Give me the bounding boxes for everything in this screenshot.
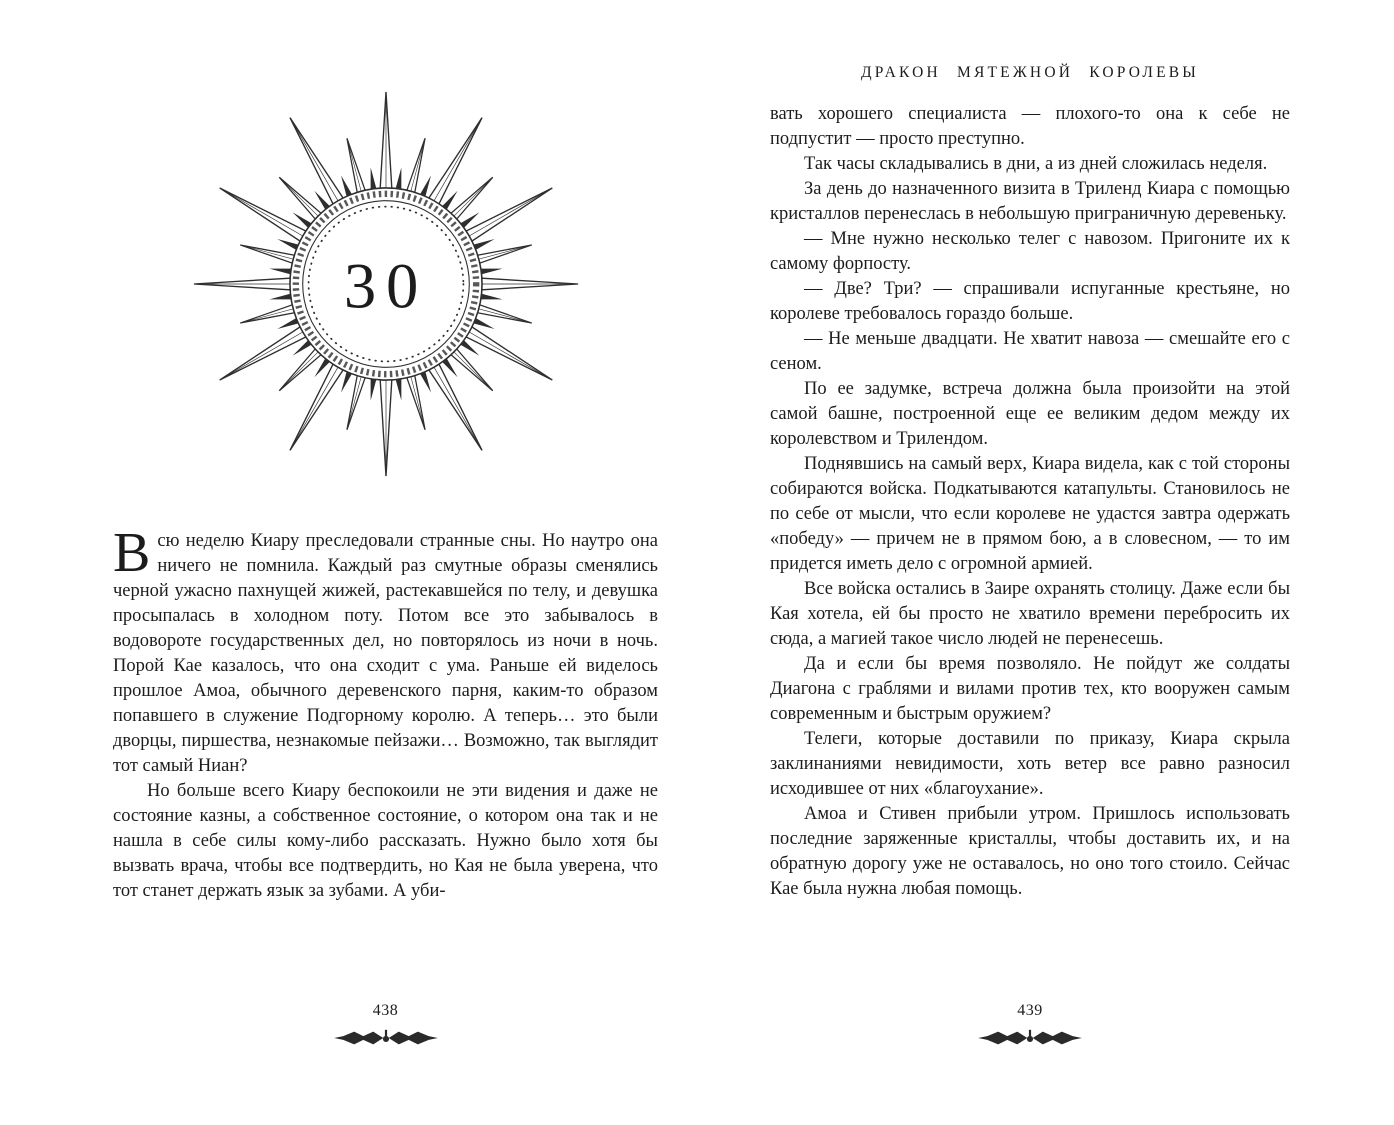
page-flourish-icon [974, 1028, 1086, 1048]
sunburst-icon [190, 84, 582, 484]
running-header: ДРАКОН МЯТЕЖНОЙ КОРОЛЕВЫ [860, 64, 1200, 81]
paragraph: Все войска остались в Заире охранять столицу. Даже если бы Кая хотела, ей бы просто не хватило времени перебросить их сюда, а магией такое число людей не перенесешь. [770, 579, 1290, 649]
paragraph: Так часы складывались в дни, а из дней сложилась неделя. [804, 154, 1268, 174]
page-number-left: 438 [372, 1002, 399, 1019]
paragraph: — Не меньше двадцати. Не хватит навоза — смешайте его с сеном. [770, 329, 1290, 374]
paragraph: — Мне нужно несколько телег с навозом. Пригоните их к самому форпосту. [770, 229, 1290, 274]
page-flourish-icon [330, 1028, 442, 1048]
paragraph-text: сю неделю Киару преследовали странные сны. Но наутро она ничего не помнила. Каждый раз смутные образы сменялись черной ужасно пахнущей жижей, растекавшейся по телу, и девушка просыпалась в холодном поту. Потом все это забывалось в водовороте государственных дел, но повторялось из ночи в ночь. Порой Кае казалось, что она сходит с ума. Раньше ей виделось прошлое Амоа, обычного деревенского парня, каким-то образом попавшего в служение Подгорному королю. А теперь… это были дворцы, пиршества, незнакомые пейзажи… Возможно, так выглядит тот самый Ниан? [113, 531, 658, 776]
paragraph: За день до назначенного визита в Триленд Киара с помощью кристаллов перенеслась в небольшую приграничную деревеньку. [770, 179, 1290, 224]
paragraph [113, 522, 658, 779]
paragraph: Поднявшись на самый верх, Киара видела, как с той стороны собираются войска. Подкатываются катапульты. Становилось не по себе от мысли, что если королеве не удастся завтра одержать «победу» — причем не в прямом бою, а в словесном, — то им придется иметь дело с огромной армией. [770, 454, 1290, 574]
paragraph: По ее задумке, встреча должна была произойти на этой самой башне, построенной еще ее великим дедом между их королевством и Трилендом. [770, 379, 1290, 449]
left-page-body [113, 522, 658, 904]
chapter-ornament [190, 84, 582, 484]
right-page-body [770, 102, 1290, 902]
paragraph: — Две? Три? — спрашивали испуганные крестьяне, но королеве требовалось гораздо больше. [770, 279, 1290, 324]
chapter-number: 30 [343, 249, 429, 322]
paragraph: Амоа и Стивен прибыли утром. Пришлось использовать последние заряженные кристаллы, чтобы доставить их, и на обратную дорогу уже не оставалось, но оно того стоило. Сейчас Кае была нужна любая помощь. [770, 804, 1290, 899]
paragraph: Но больше всего Киару беспокоили не эти видения и даже не состояние казны, а собственное состояние, о котором она так и не нашла в себе силы кому-либо рассказать. Нужно было хотя бы вызвать врача, чтобы все подтвердить, но Кая не была уверена, что тот станет держать язык за зубами. А уби- [113, 781, 658, 901]
paragraph: вать хорошего специалиста — плохого-то она к себе не подпустит — просто преступно. [770, 104, 1290, 149]
page-number-right: 439 [1017, 1002, 1043, 1019]
paragraph: Да и если бы время позволяло. Не пойдут же солдаты Диагона с граблями и вилами против тех, кто вооружен самым современным и быстрым оружием? [770, 654, 1290, 724]
dropcap-letter: В [113, 522, 151, 584]
paragraph: Телеги, которые доставили по приказу, Киара скрыла заклинаниями невидимости, хоть ветер все равно разносил исходившее от них «благоухание». [770, 729, 1290, 799]
